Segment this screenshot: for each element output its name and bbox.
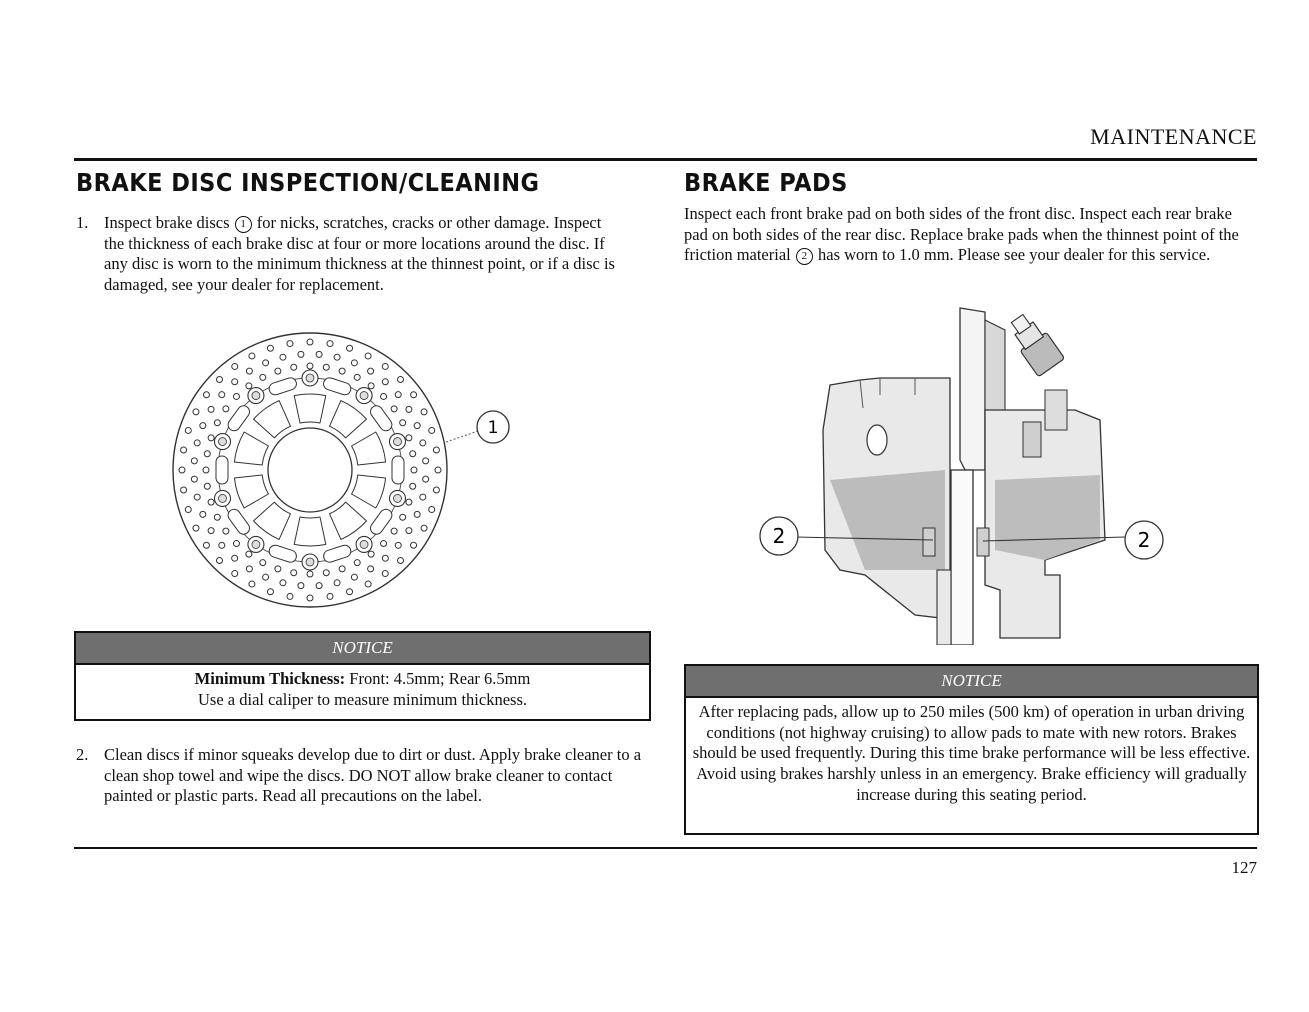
step-2 <box>76 745 648 807</box>
top-rule <box>74 158 1257 161</box>
step-2-text: Clean discs if minor squeaks develop due to dirt or dust. Apply brake cleaner to a clean shop towel and wipe the discs. DO NOT allow brake cleaner to contact painted or plastic parts. Read all precautions on the label. <box>104 745 642 806</box>
bottom-rule <box>74 847 1257 849</box>
brake-caliper-illustration <box>745 300 1175 649</box>
callout-1-label: 1 <box>487 418 499 438</box>
page-number: 127 <box>1231 858 1257 877</box>
notice-title: NOTICE <box>686 666 1257 698</box>
notice-content: After replacing pads, allow up to 250 miles (500 km) of operation in urban driving conditions (not highway cruising) to allow pads to mate with new rotors. Brakes should be used frequently. During this time brake performance will be less effective. Avoid using brakes harshly unless in an emergency. Brake efficiency will gradually increase during this seating period. <box>692 702 1251 804</box>
notice-pad-seating <box>684 664 1259 835</box>
disc-hub <box>268 428 352 512</box>
section-label: MAINTENANCE <box>1090 124 1257 149</box>
brake-disc-heading: BRAKE DISC INSPECTION/CLEANING <box>76 168 540 197</box>
notice-content <box>76 665 649 715</box>
min-thickness-label: Minimum Thickness: <box>194 669 346 688</box>
notice-title: NOTICE <box>76 633 649 665</box>
brake-pads-text: Inspect each front brake pad on both sides of the front disc. Inspect each rear brake pad on both sides of the rear disc. Replace brake pads when the thinnest point of the friction material 2 has worn to 1.0 mm. Please see your dealer for this service. <box>684 204 1239 265</box>
callout-2-marker: 2 <box>796 248 813 265</box>
dial-caliper-note: Use a dial caliper to measure minimum thickness. <box>198 689 527 709</box>
callout-2-right-label: 2 <box>1137 528 1151 552</box>
step-2-number: 2. <box>76 745 89 764</box>
brake-disc-illustration <box>150 330 530 634</box>
step-1-text: Inspect brake discs 1 for nicks, scratches, cracks or other damage. Inspect the thickness of each brake disc at four or more locations around the disc. If any disc is worn to the minimum thickness at the thinnest point, or if a disc is damaged, see your dealer for replacement. <box>104 213 615 295</box>
callout-1-leader <box>446 430 481 442</box>
brake-pads-heading: BRAKE PADS <box>684 168 848 197</box>
step-1-number: 1. <box>76 213 89 232</box>
step-1 <box>76 213 624 296</box>
min-thickness-values: Front: 4.5mm; Rear 6.5mm <box>349 669 531 688</box>
notice-min-thickness <box>74 631 651 721</box>
callout-1-marker: 1 <box>235 216 252 233</box>
callout-2-left-label: 2 <box>772 524 786 548</box>
